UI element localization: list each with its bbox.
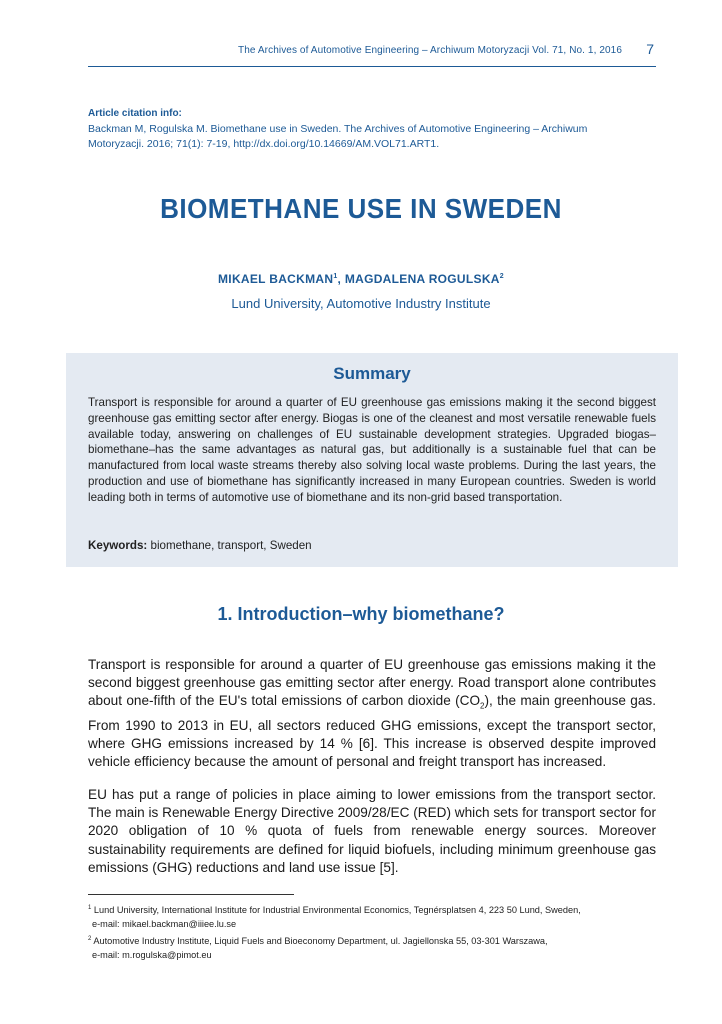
body-paragraph: EU has put a range of policies in place aiming to lower emissions from the transport sector. The main is Renewable Energy Directive 2009/28/EC (RED) which sets for transport sector for 2020 obligation of 10 % quota of fuels from renewable energy sources. Moreover sustainability requirements are defined for liquid biofuels, including minimum greenhouse gas emissions (GHG) reductions and land use issue [5]. — [88, 786, 656, 876]
citation-text — [88, 122, 648, 152]
footnote-divider — [88, 894, 294, 895]
body-paragraph — [88, 656, 656, 772]
footnote — [88, 901, 648, 931]
footnote-text: Lund University, International Institute for Industrial Environmental Economics, Tegnérsplatsen 4, 223 50 Lund, Sweden, — [91, 905, 581, 916]
page-number: 7 — [646, 41, 654, 57]
footnote-number: 2 — [88, 936, 92, 942]
keywords-label: Keywords: — [88, 539, 148, 552]
author-line — [0, 272, 722, 286]
affiliation: Lund University, Automotive Industry Institute — [231, 296, 491, 311]
footnote-marker[interactable]: 1 — [333, 273, 338, 280]
journal-line: The Archives of Automotive Engineering – Archiwum Motoryzacji Vol. 71, No. 1, 2016 — [238, 45, 622, 56]
running-header — [88, 41, 656, 67]
paragraph-text: ), the main greenhouse gas. From 1990 to 2013 in EU, all sectors reduced GHG emissions, except the transport sector, where GHG emissions increased by 14 % [6]. This increase is observed despite improved vehicle efficiency because the amount of personal and freight transport has increased. — [88, 693, 656, 770]
footnote-marker[interactable]: 2 — [499, 273, 504, 280]
footnote — [88, 932, 648, 962]
section-heading: 1. Introduction–why biomethane? — [217, 604, 505, 624]
keywords-list: biomethane, transport, Sweden — [147, 539, 312, 552]
author-separator: , — [337, 272, 345, 286]
footnote-email[interactable]: e-mail: m.rogulska@pimot.eu — [92, 950, 212, 961]
footnote-line — [88, 901, 648, 917]
paper-title: BIOMETHANE USE IN SWEDEN — [160, 193, 562, 224]
keywords — [88, 539, 312, 552]
summary-text: Transport is responsible for around a quarter of EU greenhouse gas emissions making it the second biggest greenhouse gas emitting sector after energy. Biogas is one of the cleanest and most versatile renewable fuels available today, answering on challenges of EU sustainable development strategies. Upgraded biogas–biomethane–has the same advantages as natural gas, but additionally is a sustainable fuel that can be manufactured from local waste streams thereby also solving local waste problems. During the last years, the production and use of biomethane has significantly increased in many European countries. Sweden is world leading both in terms of automotive use of biomethane and its non-grid based transportation. — [88, 396, 656, 504]
footnote-email[interactable]: e-mail: mikael.backman@iiiee.lu.se — [92, 919, 237, 930]
summary-heading: Summary — [333, 364, 411, 383]
citation-line-2[interactable]: Motoryzacji. 2016; 71(1): 7-19, http://dx.doi.org/10.14669/AM.VOL71.ART1. — [88, 138, 440, 150]
footnote-line — [88, 932, 648, 948]
footnote-text: Automotive Industry Institute, Liquid Fuels and Bioeconomy Department, ul. Jagiellonska 55, 03-301 Warszawa, — [91, 936, 548, 947]
paragraph-text: Transport is responsible for around a quarter of EU greenhouse gas emissions making it the second biggest greenhouse gas emitting sector after energy. Road transport alone contributes about one-fifth of the EU's total emissions of carbon dioxide (CO — [88, 656, 656, 709]
citation-block — [88, 108, 648, 152]
subscript: 2 — [480, 702, 485, 712]
author-name: MIKAEL BACKMAN — [218, 272, 334, 286]
citation-line-1: Backman M, Rogulska M. Biomethane use in Sweden. The Archives of Automotive Engineering – Archiwum — [88, 123, 588, 135]
footnote-number: 1 — [88, 905, 92, 911]
citation-label: Article citation info: — [88, 108, 182, 119]
author-name: MAGDALENA ROGULSKA — [344, 272, 500, 286]
summary-box — [66, 353, 678, 567]
